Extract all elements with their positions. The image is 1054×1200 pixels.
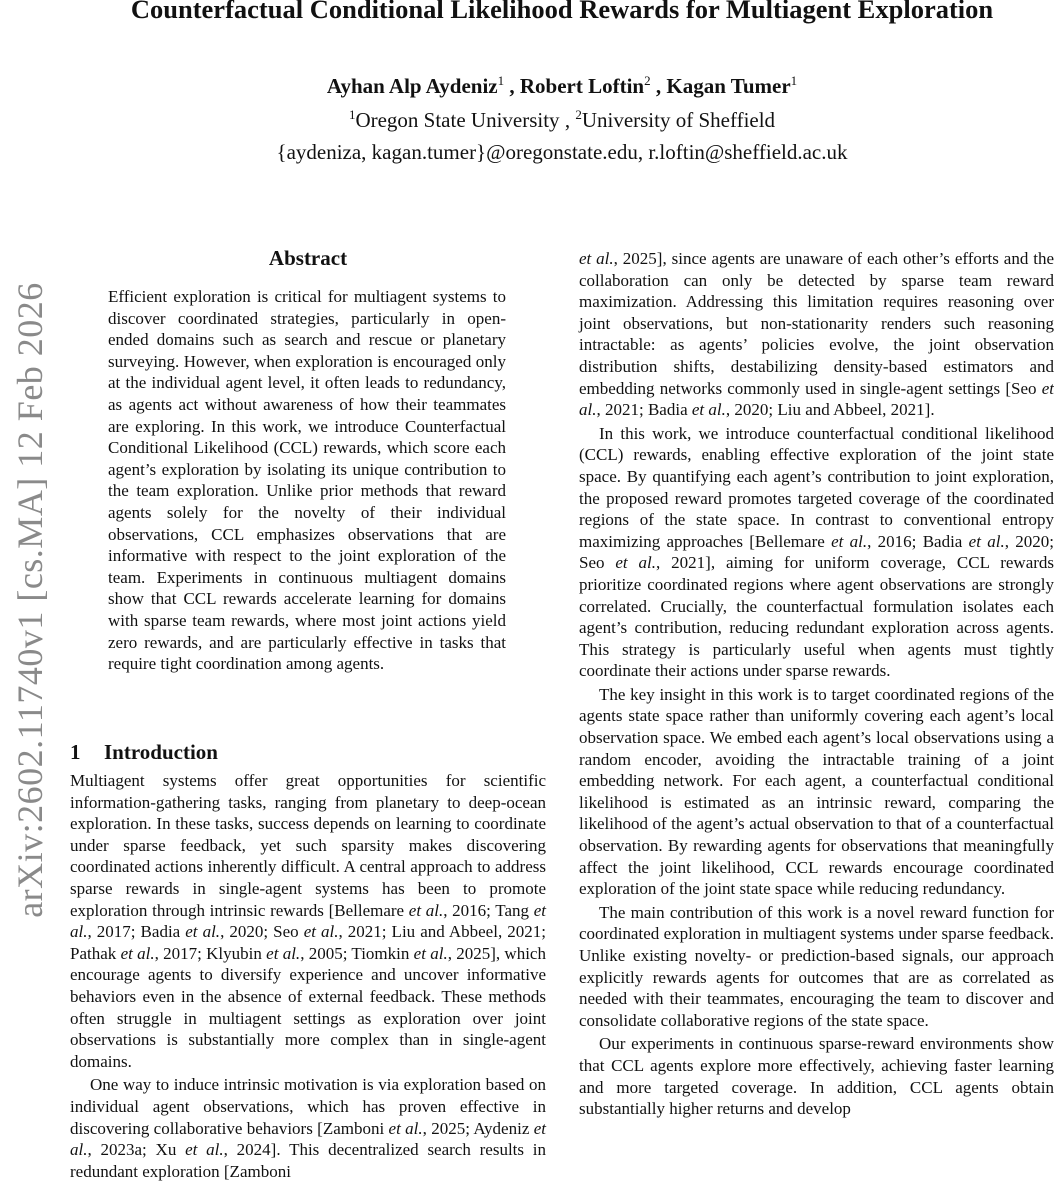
- author: Ayhan Alp Aydeniz$^1$ ,: [326, 73, 520, 98]
- paragraph: The main contribution of this work is a novel reward function for coordinated exploration in multiagent systems under sparse feedback. Unlike existing novelty- or prediction-based signals, our approach explicitly rewards agents for outcomes that are as correlated as needed with their teammates, encouraging the team to discover and consolidate collaborative regions of the state space.: [579, 902, 1054, 1030]
- citation-etal: et al.: [185, 1140, 224, 1160]
- paragraph: In this work, we introduce counterfactual conditional likelihood (CCL) rewards, enabling effective exploration of the joint state space. By quantifying each agent’s contribution to joint exploration, the proposed reward promotes targeted coverage of the coordinated regions of the state space. In contrast to conventional entropy maximizing approaches [Bellemare et al., 2016; Badia et al., 2020; Seo et al., 2021], aiming for uniform coverage, CCL rewards prioritize coordinated regions where agent observations are strongly correlated. Crucially, the counterfactual formulation isolates each agent’s contribution, reducing redundant exploration across agents. This strategy is particularly useful when agents must tightly coordinate their actions under sparse rewards.: [579, 423, 1054, 681]
- citation-etal: et al.: [579, 249, 614, 268]
- author-emails: {aydeniza, kagan.tumer}@oregonstate.edu, r.loftin@sheffield.ac.uk: [276, 140, 848, 164]
- citation-etal: et al.: [413, 943, 448, 963]
- introduction-right-column: [579, 248, 1054, 1120]
- paragraph: Multiagent systems offer great opportunities for scientific information-gathering tasks, ranging from planetary to deep-ocean exploration. In these tasks, success depends on learning to coordinate under sparse feedback, yet such sparsity makes discovering coordinated actions inherently difficult. A central approach to address sparse rewards in single-agent systems has been to promote exploration through intrinsic rewards [Bellemare et al., 2016; Tang et al., 2017; Badia et al., 2020; Seo et al., 2021; Liu and Abbeel, 2021; Pathak et al., 2017; Klyubin et al., 2005; Tiomkin et al., 2025], which encourage agents to diversify experience and uncover informative behaviors even in the absence of external feedback. These methods often struggle in multiagent settings as exploration over joint observations is substantially more complex than in single-agent domains.: [70, 771, 546, 1071]
- affiliations: [0, 108, 1054, 133]
- citation-etal: et al.: [70, 900, 546, 942]
- introduction-left-column: [70, 770, 546, 1182]
- citation-etal: et al.: [691, 400, 726, 420]
- affiliation: $^1$Oregon State University ,: [348, 107, 576, 132]
- citation-etal: et al.: [303, 922, 339, 942]
- arxiv-stamp: [0, 250, 60, 950]
- abstract-heading: Abstract: [268, 246, 348, 270]
- citation-etal: et al.: [968, 531, 1005, 551]
- affiliation: $^2$University of Sheffield: [575, 107, 776, 132]
- arxiv-stamp-text: arXiv:2602.11740v1 [cs.MA] 12 Feb 2026: [10, 282, 51, 918]
- abstract-body: Efficient exploration is critical for multiagent systems to discover coordinated strategies, particularly in open-ended domains such as search and rescue or planetary surveying. However, when exploration is encouraged only at the individual agent level, it often leads to redundancy, as agents act without awareness of how their teammates are exploring. In this work, we introduce Counterfactual Conditional Likelihood (CCL) rewards, which score each agent’s exploration by isolating its unique contribution to the team exploration. Unlike prior methods that reward agents solely for the novelty of their individual observations, CCL emphasizes observations that are informative with respect to the joint exploration of the team. Experiments in continuous multiagent domains show that CCL rewards accelerate learning for domains with sparse team rewards, where most joint actions yield zero rewards, and are particularly effective in tasks that require tight coordination among agents.: [108, 287, 506, 674]
- citation-etal: et al.: [120, 943, 155, 963]
- author-list: [0, 74, 1054, 99]
- section-title: Introduction: [104, 740, 218, 764]
- citation-etal: et al.: [185, 922, 221, 942]
- citation-etal: et al.: [388, 1118, 423, 1138]
- section-number: 1: [70, 740, 81, 764]
- citation-etal: et al.: [70, 1118, 546, 1160]
- author: Kagan Tumer$^1$: [666, 73, 798, 98]
- citation-etal: et al.: [266, 943, 301, 963]
- paragraph: Our experiments in continuous sparse-reward environments show that CCL agents explore more effectively, achieving faster learning and more targeted coverage. In addition, CCL agents obtain substantially higher returns and develop: [579, 1034, 1054, 1119]
- citation-etal: et al.: [831, 531, 868, 551]
- citation-etal: et al.: [579, 378, 1054, 420]
- citation-etal: et al.: [615, 553, 657, 573]
- section-heading-introduction: [70, 740, 218, 765]
- paragraph: The key insight in this work is to target coordinated regions of the agents state space rather than uniformly covering each agent’s local observation space. We embed each agent’s local observations using a random encoder, avoiding the intractable training of a joint embedding network. For each agent, a counterfactual conditional likelihood is estimated as an intrinsic reward, comparing the likelihood of the agent’s actual observation to that of a counterfactual observation. By rewarding agents for observations that meaningfully affect the joint likelihood, CCL rewards encourage coordinated exploration of the joint state space while reducing redundancy.: [579, 684, 1054, 899]
- citation-etal: et al.: [408, 900, 444, 920]
- paragraph: et al., 2025], since agents are unaware of each other’s efforts and the collaboration can only be detected by sparse team reward maximization. Addressing this limitation requires reasoning over joint observations, but non-stationarity renders such reasoning intractable: as agents’ policies evolve, the joint observation distribution shifts, destabilizing density-based estimators and embedding networks commonly used in single-agent settings [Seo et al., 2021; Badia et al., 2020; Liu and Abbeel, 2021].: [579, 249, 1054, 420]
- paper-title: Counterfactual Conditional Likelihood Rewards for Multiagent Exploration: [130, 0, 994, 24]
- author: Robert Loftin$^2$ ,: [519, 73, 667, 98]
- paragraph: One way to induce intrinsic motivation is via exploration based on individual agent observations, which has proven effective in discovering collaborative behaviors [Zamboni et al., 2025; Aydeniz et al., 2023a; Xu et al., 2024]. This decentralized search results in redundant exploration [Zamboni: [70, 1075, 547, 1181]
